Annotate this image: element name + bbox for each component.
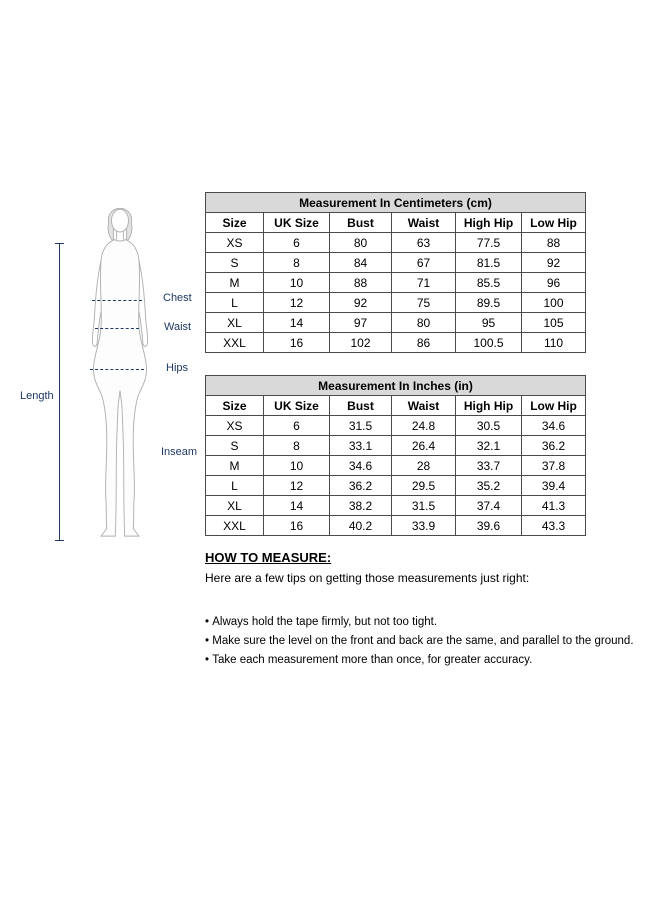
table-cell: 85.5 [456, 273, 522, 293]
table-cell: 34.6 [330, 456, 392, 476]
column-header: Low Hip [522, 396, 586, 416]
table-cell: 12 [264, 476, 330, 496]
table-title-row [206, 193, 586, 213]
table-cell: 14 [264, 313, 330, 333]
table-cell: 39.4 [522, 476, 586, 496]
table-cell: 37.8 [522, 456, 586, 476]
table-cell: 10 [264, 273, 330, 293]
inch-table-title: Measurement In Inches (in) [206, 376, 586, 396]
column-header: Bust [330, 396, 392, 416]
hips-label: Hips [166, 362, 189, 374]
length-label: Length [20, 390, 54, 402]
table-cell: 33.9 [392, 516, 456, 536]
table-cell: 96 [522, 273, 586, 293]
chest-label: Chest [163, 292, 192, 304]
table-cell: 8 [264, 436, 330, 456]
table-cell: XS [206, 233, 264, 253]
table-row [206, 496, 586, 516]
how-to-measure-section [205, 550, 653, 672]
cm-table-title: Measurement In Centimeters (cm) [206, 193, 586, 213]
table-cell: 100.5 [456, 333, 522, 353]
tip-item: • Make sure the level on the front and back are the same, and parallel to the ground. [205, 634, 653, 649]
table-cell: S [206, 253, 264, 273]
table-cell: 10 [264, 456, 330, 476]
table-header-row [206, 213, 586, 233]
table-cell: 92 [330, 293, 392, 313]
table-cell: 33.7 [456, 456, 522, 476]
body-silhouette-icon [70, 198, 170, 538]
table-row [206, 416, 586, 436]
table-cell: 24.8 [392, 416, 456, 436]
table-cell: 88 [330, 273, 392, 293]
table-row [206, 456, 586, 476]
table-cell: 89.5 [456, 293, 522, 313]
table-cell: 100 [522, 293, 586, 313]
column-header: Waist [392, 396, 456, 416]
waist-label: Waist [164, 321, 192, 333]
table-cell: XXL [206, 516, 264, 536]
tips-list [205, 615, 653, 668]
table-header-row [206, 396, 586, 416]
table-cell: 35.2 [456, 476, 522, 496]
table-cell: 81.5 [456, 253, 522, 273]
inch-measurement-table [205, 375, 586, 536]
table-cell: 77.5 [456, 233, 522, 253]
table-cell: 97 [330, 313, 392, 333]
table-row [206, 333, 586, 353]
table-cell: 8 [264, 253, 330, 273]
table-cell: 38.2 [330, 496, 392, 516]
table-cell: M [206, 273, 264, 293]
table-cell: L [206, 476, 264, 496]
table-cell: 40.2 [330, 516, 392, 536]
column-header: High Hip [456, 213, 522, 233]
hips-measure-line [90, 369, 144, 370]
table-cell: 16 [264, 516, 330, 536]
table-cell: 30.5 [456, 416, 522, 436]
table-cell: 6 [264, 233, 330, 253]
cm-table-body [206, 233, 586, 353]
table-cell: 37.4 [456, 496, 522, 516]
length-bottom-tick [55, 540, 64, 541]
table-cell: 28 [392, 456, 456, 476]
table-cell: 75 [392, 293, 456, 313]
table-cell: 88 [522, 233, 586, 253]
inseam-label: Inseam [161, 446, 198, 458]
cm-measurement-table [205, 192, 586, 353]
table-title-row [206, 376, 586, 396]
table-cell: 14 [264, 496, 330, 516]
column-header: High Hip [456, 396, 522, 416]
table-cell: 95 [456, 313, 522, 333]
table-cell: 29.5 [392, 476, 456, 496]
length-measure-line [59, 243, 60, 540]
table-cell: 71 [392, 273, 456, 293]
chest-measure-line [92, 300, 142, 301]
table-cell: 31.5 [330, 416, 392, 436]
table-cell: XS [206, 416, 264, 436]
table-row [206, 273, 586, 293]
waist-measure-line [95, 328, 139, 329]
column-header: Bust [330, 213, 392, 233]
tip-item: • Always hold the tape firmly, but not too tight. [205, 615, 653, 630]
table-cell: 80 [392, 313, 456, 333]
table-cell: 43.3 [522, 516, 586, 536]
table-cell: 12 [264, 293, 330, 313]
table-cell: 16 [264, 333, 330, 353]
table-cell: 33.1 [330, 436, 392, 456]
table-row [206, 293, 586, 313]
table-cell: 32.1 [456, 436, 522, 456]
table-cell: 110 [522, 333, 586, 353]
inch-table-body [206, 416, 586, 536]
table-row [206, 253, 586, 273]
table-cell: 86 [392, 333, 456, 353]
table-row [206, 313, 586, 333]
how-to-measure-intro: Here are a few tips on getting those measurements just right: [205, 571, 530, 585]
table-cell: 80 [330, 233, 392, 253]
table-cell: 84 [330, 253, 392, 273]
table-cell: 36.2 [522, 436, 586, 456]
table-cell: 26.4 [392, 436, 456, 456]
table-cell: 36.2 [330, 476, 392, 496]
table-row [206, 233, 586, 253]
column-header: Waist [392, 213, 456, 233]
table-cell: 6 [264, 416, 330, 436]
column-header: Size [206, 396, 264, 416]
table-row [206, 476, 586, 496]
table-cell: 39.6 [456, 516, 522, 536]
column-header: UK Size [264, 396, 330, 416]
table-cell: 31.5 [392, 496, 456, 516]
table-cell: 34.6 [522, 416, 586, 436]
table-cell: M [206, 456, 264, 476]
table-cell: 67 [392, 253, 456, 273]
table-cell: L [206, 293, 264, 313]
table-cell: XL [206, 313, 264, 333]
column-header: Size [206, 213, 264, 233]
length-top-tick [55, 243, 64, 244]
table-cell: 92 [522, 253, 586, 273]
table-cell: 63 [392, 233, 456, 253]
table-cell: 102 [330, 333, 392, 353]
table-cell: XXL [206, 333, 264, 353]
how-to-measure-heading: HOW TO MEASURE: [205, 550, 332, 565]
table-cell: 41.3 [522, 496, 586, 516]
table-row [206, 436, 586, 456]
body-measurement-diagram [0, 0, 205, 560]
table-cell: 105 [522, 313, 586, 333]
table-cell: S [206, 436, 264, 456]
column-header: Low Hip [522, 213, 586, 233]
table-row [206, 516, 586, 536]
tip-item: • Take each measurement more than once, for greater accuracy. [205, 653, 653, 668]
column-header: UK Size [264, 213, 330, 233]
table-cell: XL [206, 496, 264, 516]
